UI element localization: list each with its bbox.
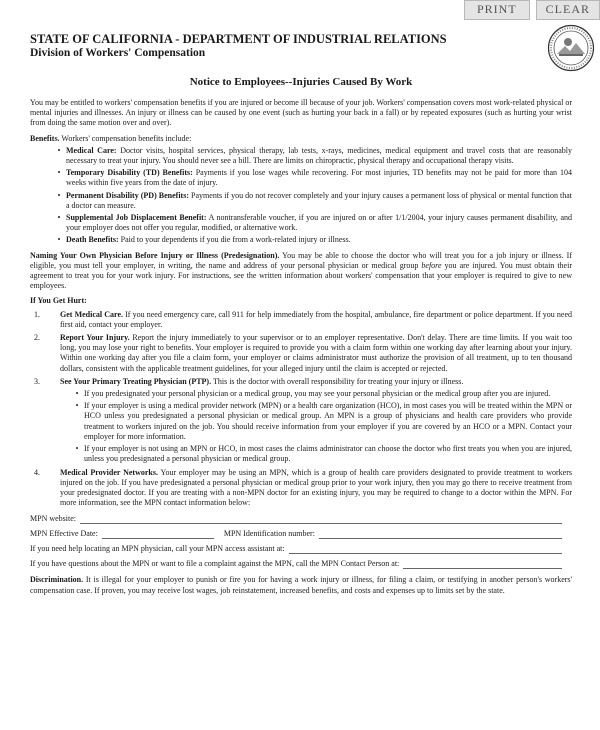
division-heading: Division of Workers' Compensation (30, 47, 206, 59)
contact-person-field[interactable] (403, 559, 562, 569)
ptp-bullet: • If your employer is not using an MPN or HCO, in most cases the claims administrator can choose the doctor who first treats you when you are injured, unless you predesignated a personal physician or medical group. (75, 444, 572, 464)
access-assistant-label: If you need help locating an MPN physician, call your MPN access assistant at: (30, 544, 285, 554)
identification-label: MPN Identification number: (223, 529, 315, 539)
if-you-get-hurt-heading: If You Get Hurt: (30, 296, 87, 306)
notice-title: Notice to Employees--Injuries Caused By Work (189, 76, 413, 88)
mpn-website-field[interactable] (80, 514, 562, 524)
agency-heading: STATE OF CALIFORNIA - DEPARTMENT OF INDUSTRIAL RELATIONS (30, 32, 447, 46)
ptp-bullet: • If your employer is using a medical provider network (MPN) or a health care organization (HCO), in most cases you will be treated within the MPN or HCO unless you predesignated a personal physician or medical group. An MPN is a group of physicians and health care providers who provide treatment to workers injured on the job. You should receive information from your employer if you are covered by an HCO or a MPN. Contact your employer for more information. (75, 401, 572, 441)
toolbar (464, 0, 600, 20)
predesignation-paragraph: Naming Your Own Physician Before Injury or Illness (Predesignation). You may be able to choose the doctor who will treat you for a job injury or illness. If eligible, you must tell your employer, in writing, the name and address of your personal physician or medical group before you are injured. You must obtain their agreement to treat you for your work injury. For instructions, see the written information about workers' compensation that your employer is required to give to new employees. (30, 250, 573, 291)
step-item: 1. Get Medical Care. If you need emergency care, call 911 for help immediately from the hospital, ambulance, fire department or police department. If you need first aid, contact your employer. (34, 309, 573, 329)
access-assistant-field[interactable] (289, 544, 562, 554)
benefit-item: • Death Benefits: Paid to your dependents if you die from a work-related injury or illness. (57, 235, 351, 245)
benefits-heading: Benefits. Workers' compensation benefits include: (30, 133, 192, 143)
effective-date-field[interactable] (102, 529, 214, 539)
access-assistant-row (30, 544, 572, 554)
benefit-item: • Temporary Disability (TD) Benefits: Payments if you lose wages while recovering. For most injuries, TD benefits may not be paid for more than 104 weeks within five years from the date of injury. (57, 168, 572, 188)
step-item: 2. Report Your Injury. Report the injury immediately to your supervisor or to an employer representative. Don't delay. There are time limits. If you wait too long, you may lose your right to benefits. Your employer is required to provide you with a claim form within one working day after learning about your injury. Within one working day after you file a claim form, your employer or claims administrator must authorize the provision of all treatment, up to ten thousand dollars, consistent with the applicable treatment guidelines, for your alleged injury until the claim is accepted or rejected. (34, 333, 572, 373)
mpn-date-row (30, 529, 572, 539)
step-item: 3. See Your Primary Treating Physician (PTP). This is the doctor with overall responsibility for treating your injury or illness. (34, 376, 464, 386)
mpn-website-row (30, 514, 572, 524)
benefit-item: • Medical Care: Doctor visits, hospital services, physical therapy, lab tests, x-rays, medicines, medical equipment and travel costs that are reasonably necessary to treat your injury. You should never see a bill. There are limits on chiropractic, physical therapy and occupational therapy visits. (57, 145, 572, 166)
ptp-bullet: • If you predesignated your personal physician or a medical group, you may see your personal physician or the medical group after you are injured. (75, 389, 551, 399)
identification-field[interactable] (319, 529, 562, 539)
notice-document (30, 32, 572, 596)
effective-date-label: MPN Effective Date: (30, 529, 98, 539)
mpn-website-label: MPN website: (30, 514, 76, 524)
benefit-item: • Supplemental Job Displacement Benefit: A nontransferable voucher, if you are injured on or after 1/1/2004, your injury causes permanent disability, and your employer does not offer you regular, modified, or alternative work. (57, 213, 573, 233)
benefit-item: • Permanent Disability (PD) Benefits: Payments if you do not recover completely and your injury causes a permanent loss of physical or mental function that a doctor can measure. (57, 190, 572, 210)
contact-person-label: If you have questions about the MPN or want to file a complaint against the MPN, call the MPN Contact Person at: (30, 559, 400, 569)
contact-person-row (30, 559, 572, 569)
intro-paragraph: You may be entitled to workers' compensation benefits if you are injured or become ill because of your job. Workers' compensation covers most work-related physical or mental injuries and illnesses. An injury or illness can be caused by one event (such as hurting your back in a fall) or by repeated exposures (such as hurting your wrist from doing the same motion over and over). (30, 98, 572, 128)
print-button[interactable]: PRINT (464, 0, 530, 20)
discrimination-paragraph: Discrimination. It is illegal for your employer to punish or fire you for having a work injury or illness, for filing a claim, or testifying in another person's workers' compensation case. If proven, you may receive lost wages, job reinstatement, increased benefits, and costs and expenses up to limits set by the state. (30, 575, 572, 595)
step-item: 4. Medical Provider Networks. Your employer may be using an MPN, which is a group of health care providers designated to provide treatment to workers injured on the job. If you have predesignated a personal physician or medical group prior to your work injury, then you may go there to receive treatment from your predesignated doctor. If you are treating with a non-MPN doctor for an existing injury, you may be required to change to a doctor within the MPN. For more information, see the MPN contact information below: (34, 467, 572, 508)
clear-button[interactable]: CLEAR (536, 0, 600, 20)
